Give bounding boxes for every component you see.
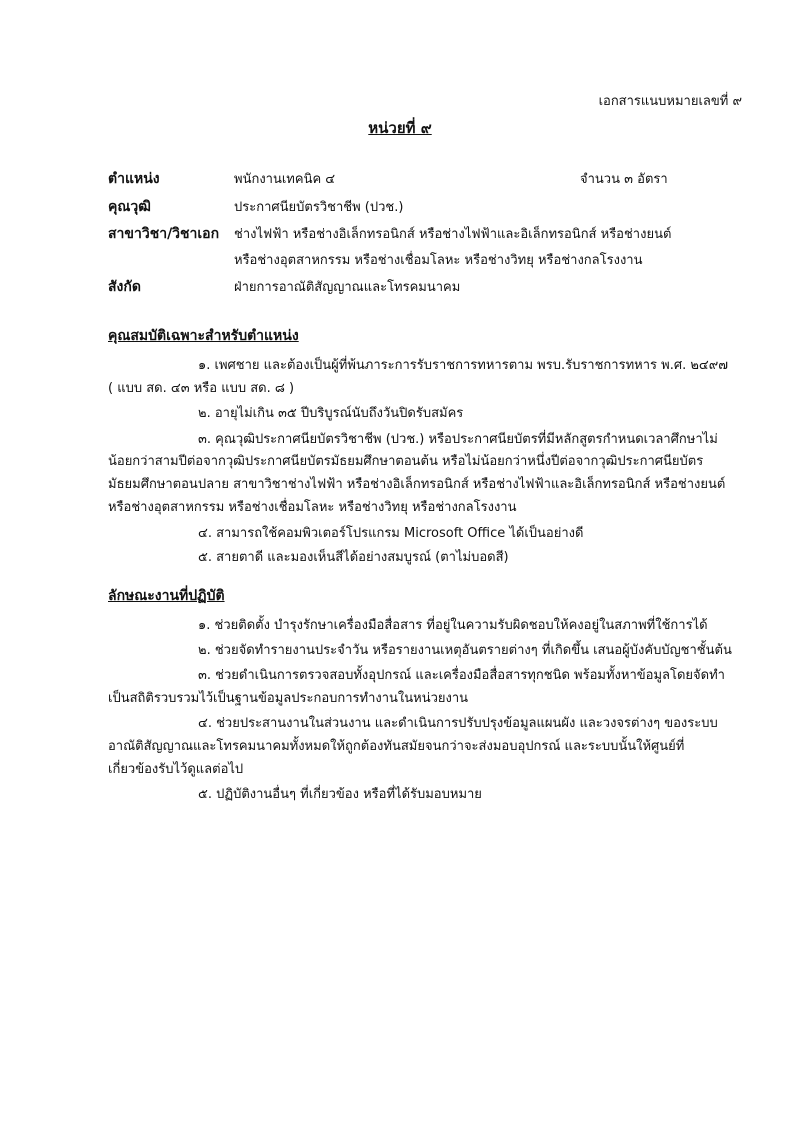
duty-item: ๒. ช่วยจัดทำรายงานประจำวัน หรือรายงานเหตุอันตรายต่างๆ ที่เกิดขึ้น เสนอผู้บังคับบัญชาชั้นต้น bbox=[198, 643, 732, 658]
duty-item: เป็นสถิติรวบรวมไว้เป็นฐานข้อมูลประกอบการทำงานในหน่วยงาน bbox=[108, 691, 469, 706]
qualification-item: ๒. อายุไม่เกิน ๓๕ ปีบริบูรณ์นับถึงวันปิดรับสมัคร bbox=[198, 406, 464, 421]
duty-item: ๓. ช่วยดำเนินการตรวจสอบทั้งอุปกรณ์ และเครื่องมือสื่อสารทุกชนิด พร้อมทั้งหาข้อมูลโดยจัดทำ bbox=[198, 668, 725, 683]
duty-item: เกี่ยวข้องรับไว้ดูแลต่อไป bbox=[108, 762, 244, 777]
duty-item: อาณัติสัญญาณและโทรคมนาคมทั้งหมดให้ถูกต้องทันสมัยจนกว่าจะส่งมอบอุปกรณ์ และระบบนั้นให้ศูนย์ที่ bbox=[108, 739, 685, 754]
position-label: ตำแหน่ง bbox=[108, 171, 160, 187]
department-value: ฝ่ายการอาณัติสัญญาณและโทรคมนาคม bbox=[234, 280, 461, 295]
qualification-item: ( แบบ สด. ๔๓ หรือ แบบ สด. ๘ ) bbox=[108, 381, 295, 396]
qualification-item: ๑. เพศชาย และต้องเป็นผู้ที่พ้นภาระการรับราชการทหารตาม พรบ.รับราชการทหาร พ.ศ. ๒๔๙๗ bbox=[198, 358, 729, 373]
duty-item: ๕. ปฏิบัติงานอื่นๆ ที่เกี่ยวข้อง หรือที่ได้รับมอบหมาย bbox=[198, 787, 482, 802]
qualification-item: น้อยกว่าสามปีต่อจากวุฒิประกาศนียบัตรมัธยมศึกษาตอนต้น หรือไม่น้อยกว่าหนึ่งปีต่อจากวุฒิประกาศนียบัตร bbox=[108, 454, 704, 469]
duty-item: ๔. ช่วยประสานงานในส่วนงาน และดำเนินการปรับปรุงข้อมูลแผนผัง และวงจรต่างๆ ของระบบ bbox=[198, 716, 718, 731]
major-label: สาขาวิชา/วิชาเอก bbox=[108, 226, 220, 242]
qualification-value: ประกาศนียบัตรวิชาชีพ (ปวช.) bbox=[234, 200, 404, 215]
duty-item: ๑. ช่วยติดตั้ง บำรุงรักษาเครื่องมือสื่อสาร ที่อยู่ในความรับผิดชอบให้คงอยู่ในสภาพที่ใช้การได้ bbox=[198, 618, 708, 633]
position-value: พนักงานเทคนิค ๔ bbox=[234, 172, 336, 187]
specific-qualifications-heading: คุณสมบัติเฉพาะสำหรับตำแหน่ง bbox=[108, 328, 299, 344]
major-line-1: ช่างไฟฟ้า หรือช่างอิเล็กทรอนิกส์ หรือช่างไฟฟ้าและอิเล็กทรอนิกส์ หรือช่างยนต์ bbox=[234, 227, 672, 242]
qualification-label: คุณวุฒิ bbox=[108, 199, 151, 215]
job-duties-heading: ลักษณะงานที่ปฏิบัติ bbox=[108, 588, 225, 604]
qualification-item: หรือช่างอุตสาหกรรม หรือช่างเชื่อมโลหะ หรือช่างวิทยุ หรือช่างกลโรงงาน bbox=[108, 500, 517, 515]
position-count: จำนวน ๓ อัตรา bbox=[580, 172, 668, 187]
qualification-item: ๓. คุณวุฒิประกาศนียบัตรวิชาชีพ (ปวช.) หรือประกาศนียบัตรที่มีหลักสูตรกำหนดเวลาศึกษาไม่ bbox=[198, 432, 718, 447]
department-label: สังกัด bbox=[108, 279, 141, 295]
qualification-item: มัธยมศึกษาตอนปลาย สาขาวิชาช่างไฟฟ้า หรือช่างอิเล็กทรอนิกส์ หรือช่างไฟฟ้าและอิเล็กทรอนิกส์ หรือช่างยนต์ bbox=[108, 477, 726, 492]
attachment-reference: เอกสารแนบหมายเลขที่ ๙ bbox=[598, 94, 742, 109]
qualification-item: ๔. สามารถใช้คอมพิวเตอร์โปรแกรม Microsoft Office ได้เป็นอย่างดี bbox=[198, 526, 584, 541]
major-line-2: หรือช่างอุตสาหกรรม หรือช่างเชื่อมโลหะ หรือช่างวิทยุ หรือช่างกลโรงงาน bbox=[234, 253, 643, 268]
unit-title: หน่วยที่ ๙ bbox=[368, 119, 432, 137]
qualification-item: ๕. สายตาดี และมองเห็นสีได้อย่างสมบูรณ์ (ตาไม่บอดสี) bbox=[198, 550, 509, 565]
